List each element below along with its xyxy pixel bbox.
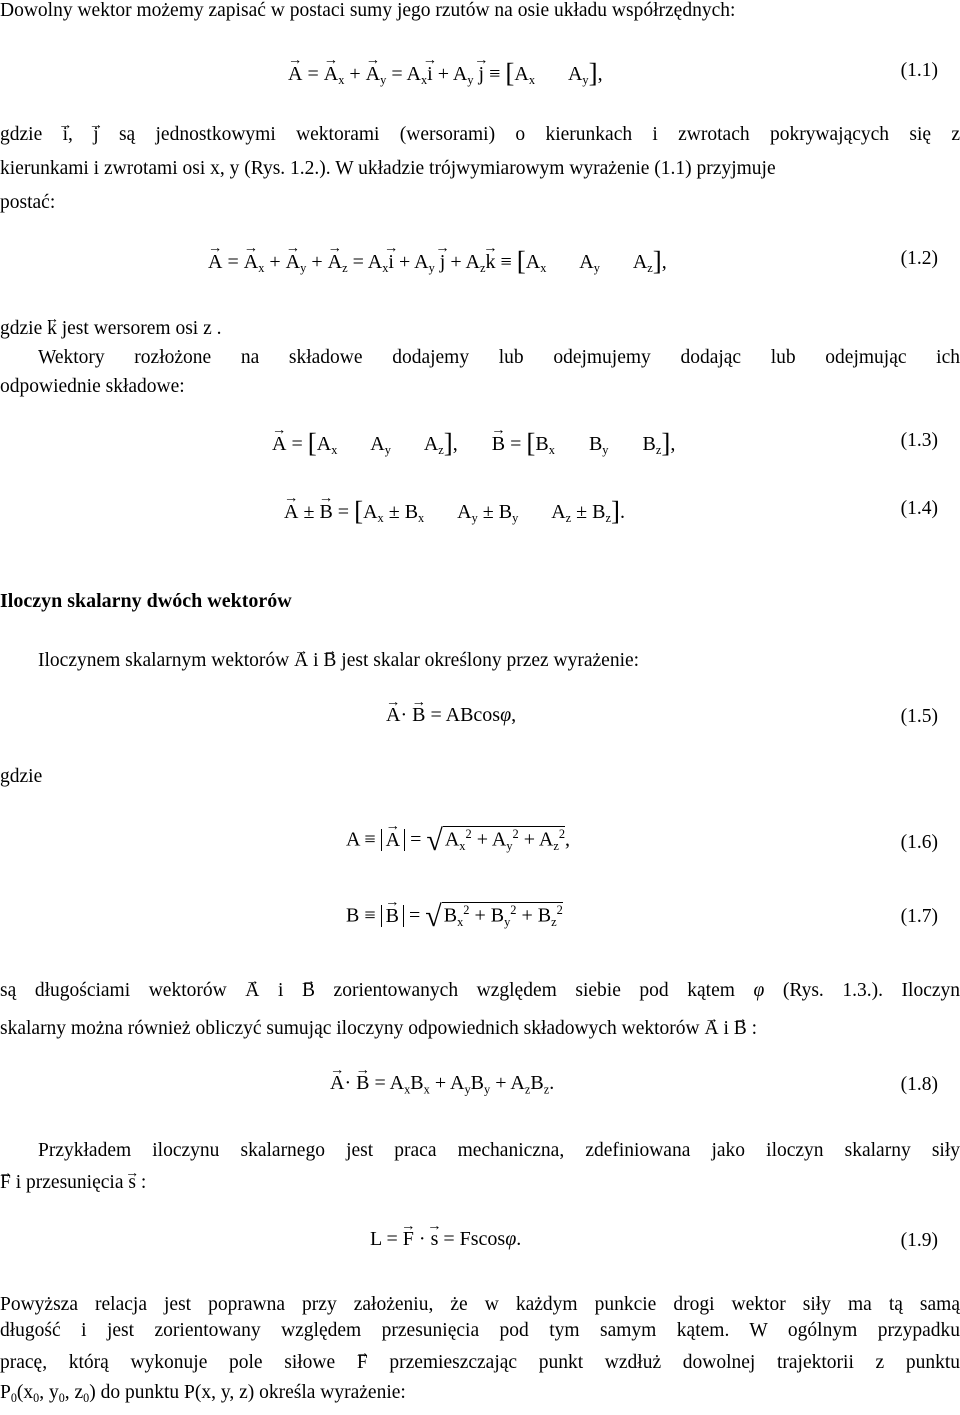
unit-vectors-line: gdzie → i, → j są jednostkowymi wektorami (wersorami) o kierunkach i zwrotach pokrywających się z [0, 118, 960, 152]
equation-number-1-9: (1.9) [900, 1230, 938, 1251]
equation-number-1-5: (1.5) [900, 706, 938, 727]
equation-1-9: L = → F · → s = Fscosφ. [370, 1228, 521, 1251]
equation-1-5: → A· → B = ABcosφ, [386, 704, 516, 727]
relation-line-2: długość i jest zorientowany względem przesunięcia pod tym samym kątem. W ogólnym przypadku [0, 1320, 960, 1341]
equation-number-1-8: (1.8) [900, 1074, 938, 1095]
equation-1-3: → $A = [A_x$ $A_y$ $A_z$], → $B = [B_x$ $B_y$ $B_z$], [272, 428, 675, 459]
relation-line-1: Powyższa relacja jest poprawna przy założeniu, że w każdym punkcie drogi wektor siły ma tą samą [0, 1294, 960, 1315]
equation-number-1-4: (1.4) [900, 498, 938, 519]
addition-paragraph: Wektory rozłożone na składowe dodajemy lub odejmujemy dodając lub odejmując ich [38, 347, 960, 368]
lengths-line: są długościami wektorów → A i → B zorientowanych względem siebie pod kątem φ (Rys. 1.3.). Iloczyn [0, 974, 960, 1008]
where-label: gdzie [0, 766, 43, 787]
section-heading: Iloczyn skalarny dwóch wektorów [0, 590, 292, 612]
equation-1-6: A ≡ → A = √ $A_x^2 + A_y^2 + A_z^2$, [346, 824, 570, 858]
equation-1-1: → A = → $A_x$ + → $A_y = A_x\to i + A_y \to j \equiv [A_x$ $A_y$], [288, 58, 603, 89]
equation-1-4: → A ± → $B = [A_x \pm B_x$ $A_y \pm B_y$ $A_z \pm B_z$]. [284, 496, 625, 527]
components-line: skalarny można również obliczyć sumując iloczyny odpowiednich składowych wektorów → A i → B : [0, 1012, 960, 1046]
equation-number-1-7: (1.7) [900, 906, 938, 927]
equation-1-8: → $A\cdot \to B = A_xB_x + A_yB_y + A_zB_z$. [330, 1072, 554, 1097]
relation-line-4: $P_0(x_0$, $y_0$, $z_0$) do punktu P(x, y, z) określa wyrażenie: [0, 1382, 406, 1406]
scalar-product-definition: Iloczynem skalarnym wektorów → A i → B jest skalar określony przez wyrażenie: [38, 644, 960, 678]
intro-paragraph: Dowolny wektor możemy zapisać w postaci sumy jego rzutów na osie układu współrzędnych: [0, 0, 736, 21]
relation-line-3: pracę, którą wykonuje pole siłowe → F przemieszczając punkt wzdłuż dowolnej trajektorii z punktu [0, 1346, 960, 1380]
equation-number-1-1: (1.1) [900, 60, 938, 81]
equation-number-1-2: (1.2) [900, 248, 938, 269]
axes-line: kierunkami i zwrotami osi x, y (Rys. 1.2.). W układzie trójwymiarowym wyrażenie (1.1) przyjmuje [0, 158, 776, 179]
equation-1-2: → A = → $A_x$ + → $A_y$ + → $A_z = A_x\to i + A_y \to j + A_z\to k \equiv [A_x$ $A_y$ $A_z$], [208, 246, 667, 277]
equation-1-7: B ≡ → B = √ $B_x^2 + B_y^2 + B_z^2$ [346, 900, 563, 934]
force-displacement-line: → F i przesunięcia → s : [0, 1166, 960, 1200]
equation-number-1-3: (1.3) [900, 430, 938, 451]
form-line: postać: [0, 192, 56, 213]
work-example-line: Przykładem iloczynu skalarnego jest praca mechaniczna, zdefiniowana jako iloczyn skalarny siły [38, 1140, 960, 1161]
k-versor-line: gdzie → k jest wersorem osi z . [0, 312, 960, 346]
equation-number-1-6: (1.6) [900, 832, 938, 853]
addition-paragraph-end: odpowiednie składowe: [0, 376, 185, 397]
